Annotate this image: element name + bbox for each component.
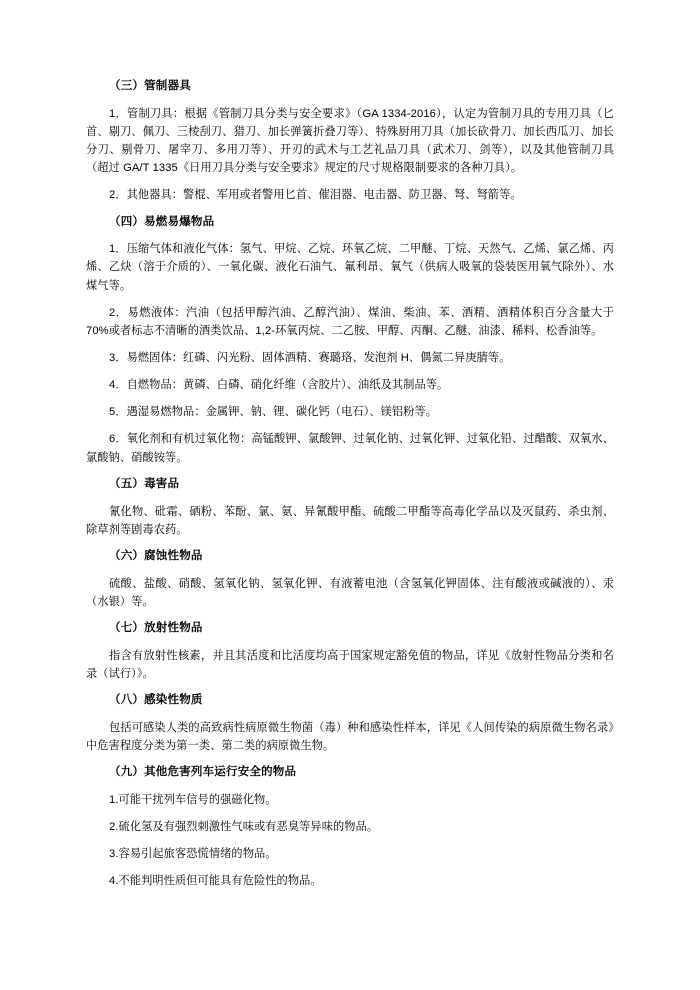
section-heading-4: （四）易燃易爆物品 xyxy=(109,215,215,228)
paragraph: 3.容易引起旅客恐慌情绪的物品。 xyxy=(109,848,277,861)
section-heading-9: （九）其他危害列车运行安全的物品 xyxy=(109,766,297,779)
paragraph: 2．易燃液体：汽油（包括甲醇汽油、乙醇汽油）、煤油、柴油、苯、酒精、酒精体积百分含量大于 70%或者标志不清晰的酒类饮品、1,2-环氧丙烷、二乙胺、甲醇、丙酮、乙醚、油漆、稀料、松香油等。 xyxy=(86,306,614,337)
paragraph: 1．压缩气体和液化气体：氢气、甲烷、乙烷、环氧乙烷、二甲醚、丁烷、天然气、乙烯、氯乙烯、丙烯、乙炔（溶于介质的）、一氧化碳、液化石油气、氟利昂、氧气（供病人吸氧的袋装医用氧气除外）、水煤气等。 xyxy=(86,243,614,292)
paragraph: 4.不能判明性质但可能具有危险性的物品。 xyxy=(109,875,322,888)
paragraph: 氰化物、砒霜、硒粉、苯酚、氯、氨、异氰酸甲酯、硫酸二甲酯等高毒化学品以及灭鼠药、杀虫剂、除草剂等剧毒农药。 xyxy=(86,505,614,536)
section-heading-3: （三）管制器具 xyxy=(109,80,191,92)
paragraph: 2.硫化氢及有强烈刺激性气味或有恶臭等异味的物品。 xyxy=(109,821,379,834)
paragraph: 1.可能干扰列车信号的强磁化物。 xyxy=(109,793,277,806)
section-heading-6: （六）腐蚀性物品 xyxy=(109,549,203,562)
paragraph: 指含有放射性核素，并且其活度和比活度均高于国家规定豁免值的物品，详见《放射性物品分类和名录（试行）》。 xyxy=(86,649,614,680)
paragraph: 4．自燃物品：黄磷、白磷、硝化纤维（含胶片）、油纸及其制品等。 xyxy=(109,379,449,392)
document-body xyxy=(86,78,614,890)
paragraph: 硫酸、盐酸、硝酸、氢氧化钠、氢氧化钾、有液蓄电池（含氢氧化钾固体、注有酸液或碱液的）、汞（水银）等。 xyxy=(86,577,614,608)
paragraph: 2．其他器具：警棍、军用或者警用匕首、催泪器、电击器、防卫器、弩、弩箭等。 xyxy=(109,189,522,202)
section-heading-7: （七）放射性物品 xyxy=(109,621,203,634)
paragraph: 1．管制刀具：根据《管制刀具分类与安全要求》（GA 1334-2016），认定为管制刀具的专用刀具（匕首、剔刀、佩刀、三棱刮刀、猎刀、加长弹簧折叠刀等）、特殊厨用刀具（加长砍骨刀、加长西瓜刀、加长分刀、剔骨刀、屠宰刀、多用刀等）、开刃的武术与工艺礼品刀具（武术刀、剑等），以及其他管制刀具（超过 GA/T 1335《日用刀具分类与安全要求》规定的尺寸规格限制要求的各种刀具）。 xyxy=(86,107,614,175)
paragraph: 6．氧化剂和有机过氧化物：高锰酸钾、氯酸钾、过氧化钠、过氧化钾、过氧化铅、过醋酸、双氧水、氯酸钠、硝酸铵等。 xyxy=(86,433,614,464)
section-heading-8: （八）感染性物质 xyxy=(109,694,203,707)
paragraph: 包括可感染人类的高致病性病原微生物菌（毒）种和感染性样本，详见《人间传染的病原微生物名录》中危害程度分类为第一类、第二类的病原微生物。 xyxy=(86,721,614,752)
paragraph: 3．易燃固体：红磷、闪光粉、固体酒精、赛璐珞、发泡剂 H、偶氮二异庚腈等。 xyxy=(109,352,511,365)
paragraph: 5．遇湿易燃物品：金属钾、钠、锂、碳化钙（电石）、镁铝粉等。 xyxy=(109,406,438,419)
section-heading-5: （五）毒害品 xyxy=(109,477,180,490)
